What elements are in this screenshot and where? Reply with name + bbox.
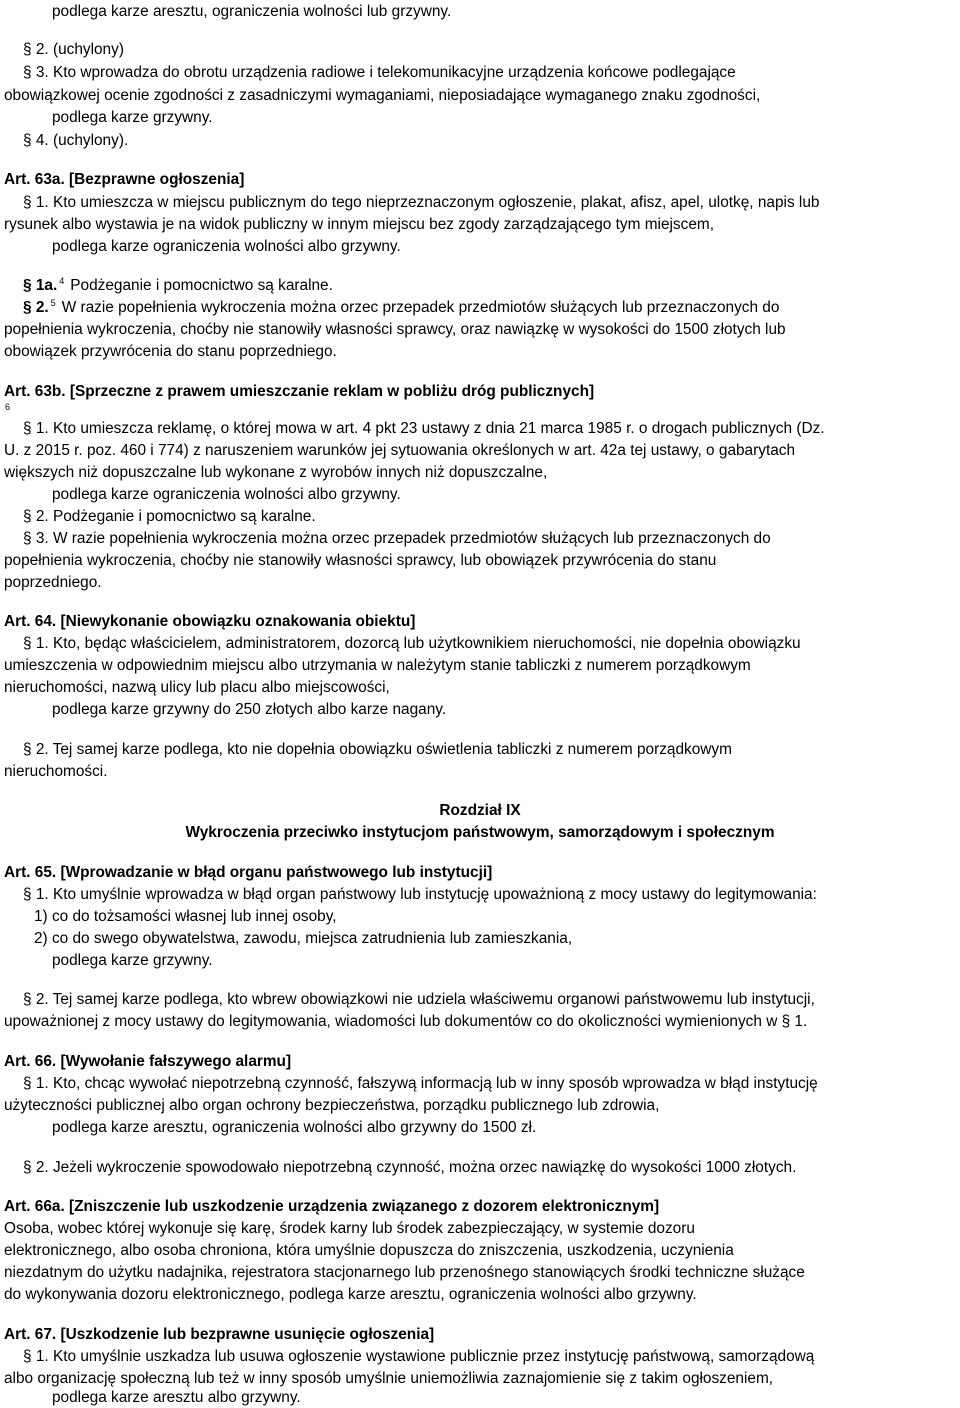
text-line: poprzedniego.	[4, 574, 102, 591]
text-line: upoważnionej z mocy ustawy do legitymowania, wiadomości lub dokumentów co do okoliczności wymienionych w § 1.	[4, 1013, 808, 1030]
article-heading: Art. 63b. [Sprzeczne z prawem umieszczanie reklam w pobliżu dróg publicznych]	[4, 383, 595, 400]
text-line: obowiązek przywrócenia do stanu poprzedniego.	[4, 343, 337, 360]
text-line: do wykonywania dozoru elektronicznego, podlega karze aresztu, ograniczenia wolności albo grzywny.	[4, 1286, 697, 1303]
text-line: albo organizację społeczną lub też w inny sposób umyślnie uniemożliwia zaznajomienie się z takim ogłoszeniem,	[4, 1370, 774, 1387]
paragraph-start: § 1. Kto umyślnie uszkadza lub usuwa ogłoszenie wystawione publicznie przez instytucję państwową, samorządową	[23, 1348, 815, 1365]
paragraph-text: W razie popełnienia wykroczenia można orzec przepadek przedmiotów służących lub przeznaczonych do	[61, 299, 780, 316]
paragraph-start: § 2. Tej samej karze podlega, kto wbrew obowiązkowi nie udziela właściwemu organowi państwowemu lub instytucji,	[23, 991, 815, 1008]
text-line: użyteczności publicznej albo organ ochrony bezpieczeństwa, porządku publicznego lub zdrowia,	[4, 1097, 660, 1114]
text-line: elektronicznego, albo osoba chroniona, która umyślnie dopuszcza do zniszczenia, uszkodzenia, uczynienia	[4, 1242, 734, 1259]
text-line: rysunek albo wystawia je na widok publiczny w innym miejscu bez zgody zarządzającego tym miejscem,	[4, 216, 714, 233]
article-heading: Art. 65. [Wprowadzanie w błąd organu państwowego lub instytucji]	[4, 864, 493, 881]
penalty-line: podlega karze grzywny.	[52, 952, 213, 969]
text-line: podlega karze aresztu, ograniczenia wolności lub grzywny.	[52, 3, 452, 20]
penalty-line: podlega karze aresztu, ograniczenia wolności albo grzywny do 1500 zł.	[52, 1119, 537, 1136]
penalty-line: podlega karze ograniczenia wolności albo grzywny.	[52, 486, 401, 503]
paragraph-start: § 1. Kto, chcąc wywołać niepotrzebną czynność, fałszywą informacją lub w inny sposób wprowadza w błąd instytucję	[23, 1075, 818, 1092]
penalty-line: podlega karze grzywny.	[52, 109, 213, 126]
paragraph-start: § 1. Kto umyślnie wprowadza w błąd organ państwowy lub instytucję upoważnioną z mocy ustawy do legitymowania:	[23, 886, 817, 903]
paragraph-start: § 3. Kto wprowadza do obrotu urządzenia radiowe i telekomunikacyjne urządzenia końcowe podlegające	[23, 64, 736, 81]
paragraph-number: § 4. (uchylony).	[23, 132, 129, 149]
article-heading: Art. 64. [Niewykonanie obowiązku oznakowania obiektu]	[4, 613, 416, 630]
paragraph-start: § 1. Kto, będąc właścicielem, administratorem, dozorcą lub użytkownikiem nieruchomości, nie dopełnia obowiązku	[23, 635, 801, 652]
article-heading: Art. 66. [Wywołanie fałszywego alarmu]	[4, 1053, 292, 1070]
chapter-number: Rozdział IX	[439, 802, 521, 819]
text-line: umieszczenia w odpowiednim miejscu albo utrzymania w należytym stanie tabliczki z numerem porządkowym	[4, 657, 751, 674]
text-line: Osoba, wobec której wykonuje się karę, środek karny lub środek zabezpieczający, w systemie dozoru	[4, 1220, 695, 1237]
text-line: U. z 2015 r. poz. 460 i 774) z naruszeniem warunków jej sytuowania określonych w art. 42a tej ustawy, o gabarytach	[4, 442, 796, 459]
paragraph-number: § 2. (uchylony)	[23, 41, 124, 58]
paragraph-number: § 2.	[23, 299, 49, 316]
text-line: nieruchomości, nazwą ulicy lub placu albo miejscowości,	[4, 679, 390, 696]
footnote-marker: 6	[5, 402, 11, 412]
paragraph-number: § 1a.	[23, 277, 58, 294]
article-heading: Art. 63a. [Bezprawne ogłoszenia]	[4, 171, 245, 188]
text-line: obowiązkowej ocenie zgodności z zasadniczymi wymaganiami, nieposiadające wymaganego znaku zgodności,	[4, 87, 761, 104]
paragraph-start: § 1. Kto umieszcza reklamę, o której mowa w art. 4 pkt 23 ustawy z dnia 21 marca 1985 r. o drogach publicznych (Dz.	[23, 420, 825, 437]
penalty-line: podlega karze aresztu albo grzywny.	[52, 1389, 301, 1406]
penalty-line: podlega karze ograniczenia wolności albo grzywny.	[52, 238, 401, 255]
list-item: 1) co do tożsamości własnej lub innej osoby,	[34, 908, 337, 925]
text-line: większych niż dopuszczalne lub wykonane z wyrobów innych niż dopuszczalne,	[4, 464, 548, 481]
paragraph-start: § 2. Podżeganie i pomocnictwo są karalne.	[23, 508, 316, 525]
paragraph-line	[23, 276, 333, 297]
article-heading: Art. 67. [Uszkodzenie lub bezprawne usunięcie ogłoszenia]	[4, 1326, 435, 1343]
text-line: nieruchomości.	[4, 763, 108, 780]
article-heading: Art. 66a. [Zniszczenie lub uszkodzenie urządzenia związanego z dozorem elektronicznym]	[4, 1198, 660, 1215]
paragraph-line	[23, 298, 779, 319]
text-line: niezdatnym do użytku nadajnika, rejestratora stacjonarnego lub przenośnego stanowiących środki techniczne służące	[4, 1264, 805, 1281]
chapter-title: Wykroczenia przeciwko instytucjom państwowym, samorządowym i społecznym	[185, 824, 775, 841]
footnote-marker: 4	[59, 276, 65, 286]
paragraph-start: § 2. Jeżeli wykroczenie spowodowało niepotrzebną czynność, można orzec nawiązkę do wysokości 1000 złotych.	[23, 1159, 797, 1176]
text-line: popełnienia wykroczenia, choćby nie stanowiły własności sprawcy, oraz nawiązkę w wysokości do 1500 złotych lub	[4, 321, 786, 338]
paragraph-start: § 3. W razie popełnienia wykroczenia można orzec przepadek przedmiotów służących lub przeznaczonych do	[23, 530, 771, 547]
text-line: popełnienia wykroczenia, choćby nie stanowiły własności sprawcy, lub obowiązek przywrócenia do stanu	[4, 552, 717, 569]
paragraph-start: § 2. Tej samej karze podlega, kto nie dopełnia obowiązku oświetlenia tabliczki z numerem porządkowym	[23, 741, 732, 758]
penalty-line: podlega karze grzywny do 250 złotych albo karze nagany.	[52, 701, 447, 718]
list-item: 2) co do swego obywatelstwa, zawodu, miejsca zatrudnienia lub zamieszkania,	[34, 930, 573, 947]
footnote-marker: 5	[50, 298, 56, 308]
paragraph-start: § 1. Kto umieszcza w miejscu publicznym do tego nieprzeznaczonym ogłoszenie, plakat, afisz, apel, ulotkę, napis lub	[23, 194, 820, 211]
paragraph-text: Podżeganie i pomocnictwo są karalne.	[70, 277, 333, 294]
